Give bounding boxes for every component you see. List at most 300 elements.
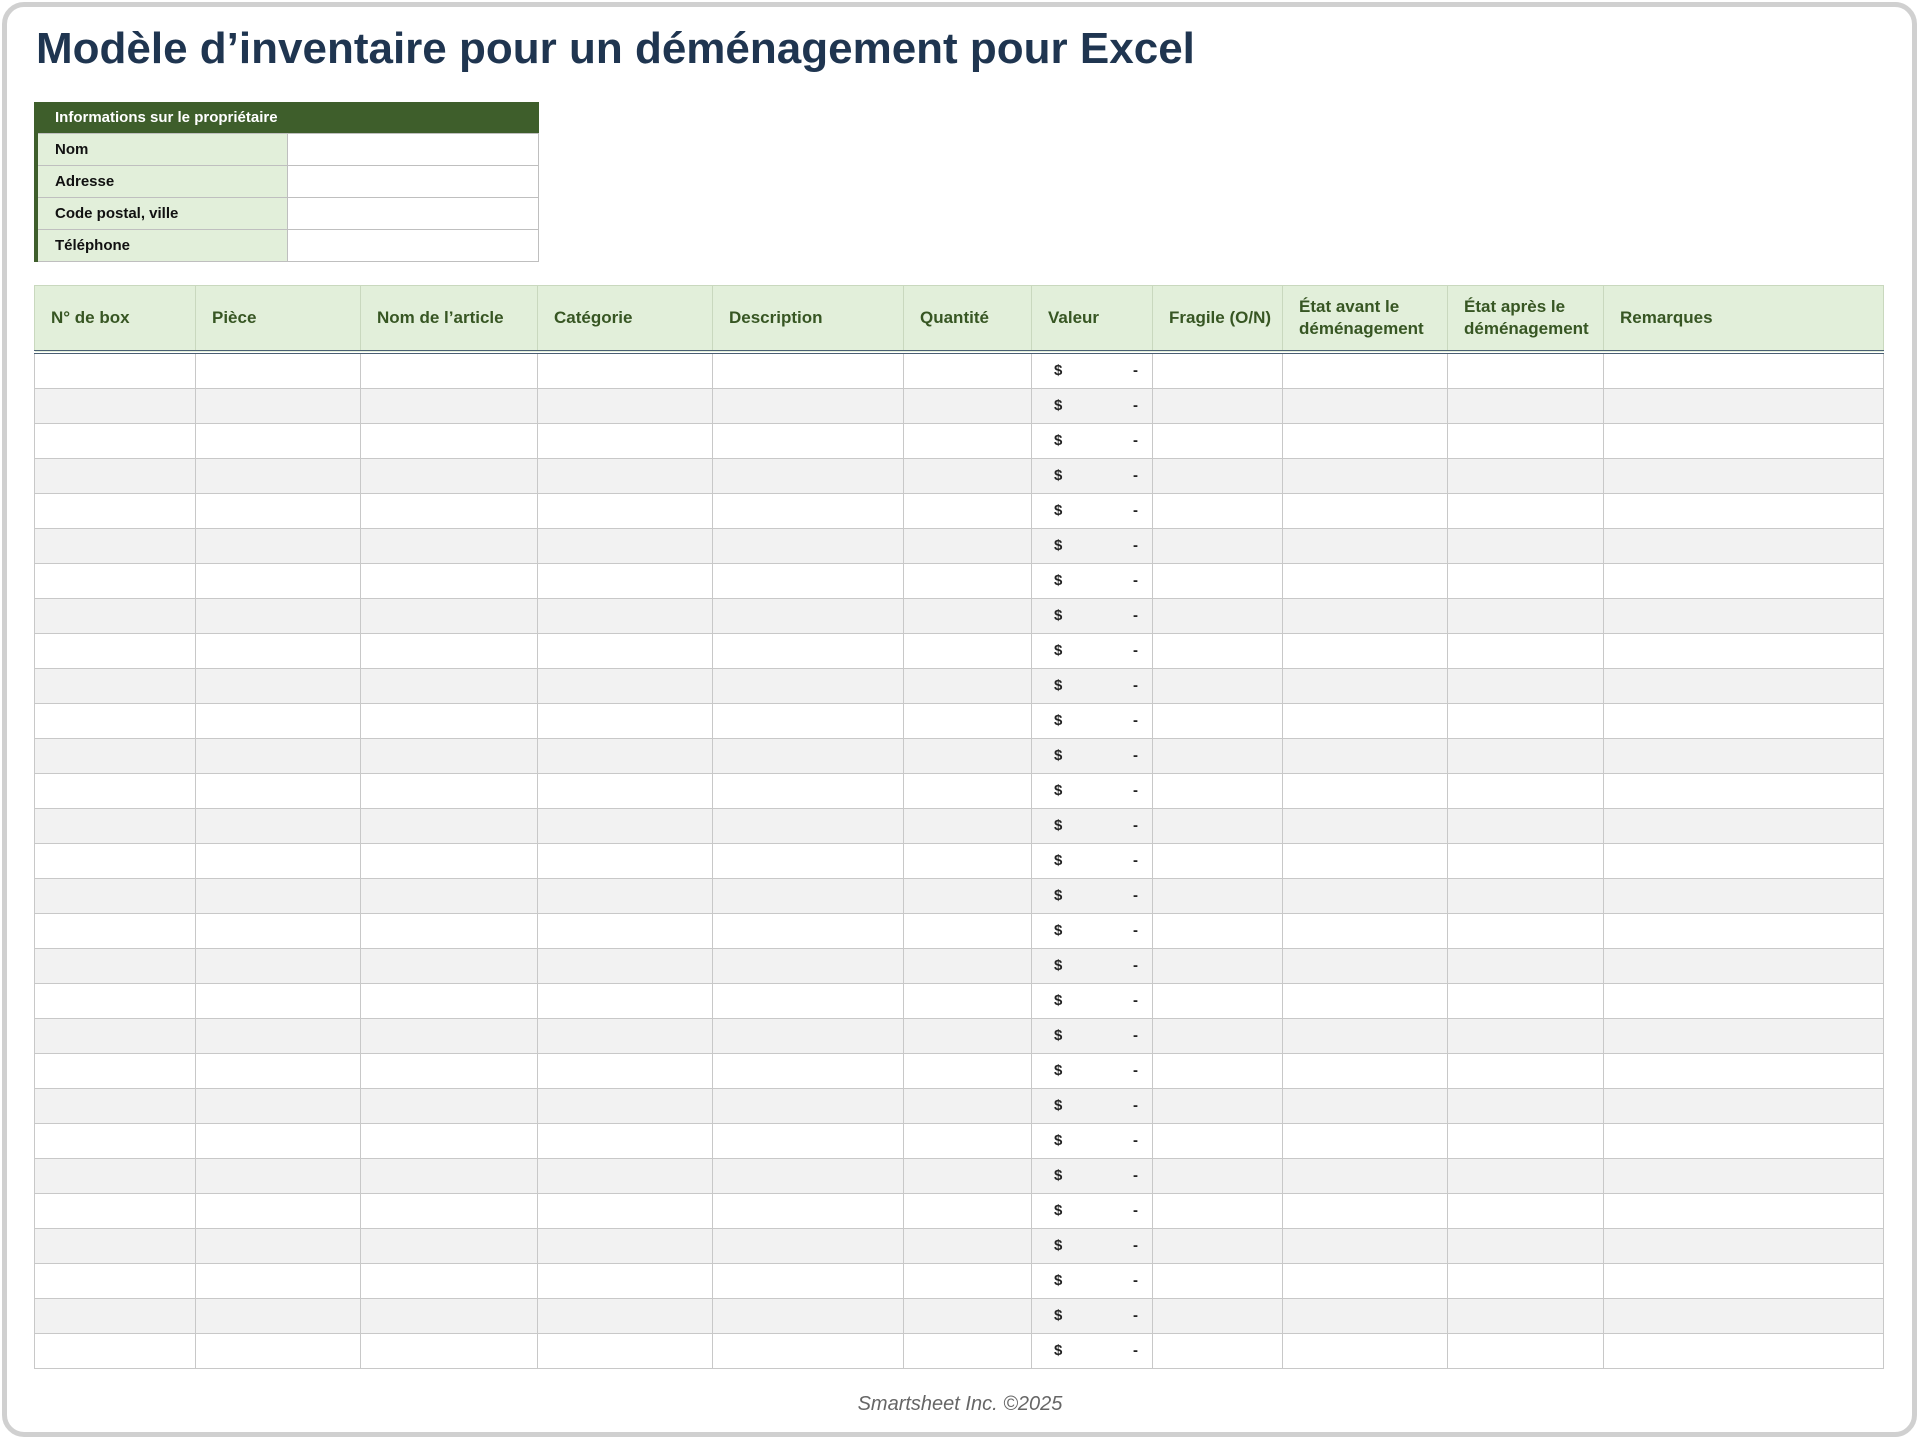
- cell-remarks[interactable]: [1604, 494, 1884, 529]
- cell-value[interactable]: [1032, 669, 1153, 704]
- cell-description[interactable]: [713, 1124, 904, 1159]
- cell-quantity[interactable]: [904, 1159, 1032, 1194]
- cell-category[interactable]: [538, 844, 713, 879]
- cell-remarks[interactable]: [1604, 529, 1884, 564]
- cell-item-name[interactable]: [361, 352, 538, 389]
- cell-quantity[interactable]: [904, 1019, 1032, 1054]
- cell-item-name[interactable]: [361, 739, 538, 774]
- cell-fragile[interactable]: [1153, 1194, 1283, 1229]
- cell-value[interactable]: [1032, 564, 1153, 599]
- cell-category[interactable]: [538, 529, 713, 564]
- cell-fragile[interactable]: [1153, 1019, 1283, 1054]
- cell-condition-after[interactable]: [1448, 1159, 1604, 1194]
- cell-item-name[interactable]: [361, 424, 538, 459]
- cell-condition-before[interactable]: [1283, 774, 1448, 809]
- owner-phone-field[interactable]: [287, 230, 538, 262]
- cell-quantity[interactable]: [904, 1299, 1032, 1334]
- cell-quantity[interactable]: [904, 352, 1032, 389]
- cell-remarks[interactable]: [1604, 424, 1884, 459]
- cell-fragile[interactable]: [1153, 1054, 1283, 1089]
- cell-category[interactable]: [538, 1089, 713, 1124]
- cell-value[interactable]: [1032, 1334, 1153, 1369]
- cell-condition-before[interactable]: [1283, 564, 1448, 599]
- cell-room[interactable]: [196, 1159, 361, 1194]
- cell-condition-after[interactable]: [1448, 459, 1604, 494]
- cell-description[interactable]: [713, 879, 904, 914]
- cell-quantity[interactable]: [904, 844, 1032, 879]
- cell-fragile[interactable]: [1153, 1124, 1283, 1159]
- cell-value[interactable]: [1032, 739, 1153, 774]
- cell-category[interactable]: [538, 459, 713, 494]
- cell-fragile[interactable]: [1153, 949, 1283, 984]
- cell-remarks[interactable]: [1604, 634, 1884, 669]
- cell-item-name[interactable]: [361, 1229, 538, 1264]
- cell-condition-after[interactable]: [1448, 352, 1604, 389]
- cell-remarks[interactable]: [1604, 809, 1884, 844]
- cell-value[interactable]: [1032, 1299, 1153, 1334]
- cell-box-number[interactable]: [35, 389, 196, 424]
- cell-condition-after[interactable]: [1448, 1124, 1604, 1159]
- cell-condition-after[interactable]: [1448, 424, 1604, 459]
- cell-condition-before[interactable]: [1283, 634, 1448, 669]
- cell-fragile[interactable]: [1153, 634, 1283, 669]
- cell-fragile[interactable]: [1153, 704, 1283, 739]
- cell-room[interactable]: [196, 1194, 361, 1229]
- cell-box-number[interactable]: [35, 984, 196, 1019]
- cell-fragile[interactable]: [1153, 1229, 1283, 1264]
- cell-remarks[interactable]: [1604, 389, 1884, 424]
- cell-item-name[interactable]: [361, 949, 538, 984]
- cell-condition-before[interactable]: [1283, 1264, 1448, 1299]
- cell-category[interactable]: [538, 634, 713, 669]
- cell-item-name[interactable]: [361, 564, 538, 599]
- cell-condition-after[interactable]: [1448, 1334, 1604, 1369]
- cell-value[interactable]: [1032, 1054, 1153, 1089]
- cell-category[interactable]: [538, 1019, 713, 1054]
- cell-box-number[interactable]: [35, 879, 196, 914]
- cell-condition-before[interactable]: [1283, 914, 1448, 949]
- cell-remarks[interactable]: [1604, 844, 1884, 879]
- cell-item-name[interactable]: [361, 1159, 538, 1194]
- cell-box-number[interactable]: [35, 599, 196, 634]
- cell-condition-after[interactable]: [1448, 984, 1604, 1019]
- cell-quantity[interactable]: [904, 1054, 1032, 1089]
- cell-description[interactable]: [713, 352, 904, 389]
- cell-condition-before[interactable]: [1283, 352, 1448, 389]
- cell-value[interactable]: [1032, 634, 1153, 669]
- cell-condition-after[interactable]: [1448, 739, 1604, 774]
- cell-description[interactable]: [713, 739, 904, 774]
- cell-room[interactable]: [196, 879, 361, 914]
- cell-remarks[interactable]: [1604, 949, 1884, 984]
- cell-room[interactable]: [196, 529, 361, 564]
- cell-condition-after[interactable]: [1448, 774, 1604, 809]
- cell-room[interactable]: [196, 564, 361, 599]
- cell-remarks[interactable]: [1604, 879, 1884, 914]
- cell-description[interactable]: [713, 1299, 904, 1334]
- cell-category[interactable]: [538, 599, 713, 634]
- cell-condition-after[interactable]: [1448, 914, 1604, 949]
- cell-quantity[interactable]: [904, 424, 1032, 459]
- cell-remarks[interactable]: [1604, 984, 1884, 1019]
- cell-room[interactable]: [196, 949, 361, 984]
- cell-box-number[interactable]: [35, 1019, 196, 1054]
- cell-value[interactable]: [1032, 1019, 1153, 1054]
- cell-description[interactable]: [713, 1194, 904, 1229]
- cell-item-name[interactable]: [361, 1124, 538, 1159]
- cell-condition-before[interactable]: [1283, 1124, 1448, 1159]
- cell-condition-after[interactable]: [1448, 1194, 1604, 1229]
- cell-box-number[interactable]: [35, 1089, 196, 1124]
- cell-category[interactable]: [538, 1124, 713, 1159]
- cell-quantity[interactable]: [904, 599, 1032, 634]
- cell-category[interactable]: [538, 1159, 713, 1194]
- cell-room[interactable]: [196, 914, 361, 949]
- cell-fragile[interactable]: [1153, 1264, 1283, 1299]
- cell-item-name[interactable]: [361, 809, 538, 844]
- cell-condition-after[interactable]: [1448, 389, 1604, 424]
- cell-quantity[interactable]: [904, 704, 1032, 739]
- cell-condition-after[interactable]: [1448, 704, 1604, 739]
- cell-box-number[interactable]: [35, 424, 196, 459]
- cell-room[interactable]: [196, 1089, 361, 1124]
- cell-room[interactable]: [196, 809, 361, 844]
- cell-item-name[interactable]: [361, 1019, 538, 1054]
- cell-box-number[interactable]: [35, 949, 196, 984]
- cell-box-number[interactable]: [35, 459, 196, 494]
- cell-category[interactable]: [538, 352, 713, 389]
- cell-quantity[interactable]: [904, 879, 1032, 914]
- cell-item-name[interactable]: [361, 529, 538, 564]
- cell-condition-before[interactable]: [1283, 669, 1448, 704]
- cell-box-number[interactable]: [35, 669, 196, 704]
- cell-remarks[interactable]: [1604, 459, 1884, 494]
- cell-category[interactable]: [538, 1264, 713, 1299]
- cell-item-name[interactable]: [361, 879, 538, 914]
- cell-item-name[interactable]: [361, 1089, 538, 1124]
- cell-room[interactable]: [196, 844, 361, 879]
- cell-condition-after[interactable]: [1448, 634, 1604, 669]
- cell-quantity[interactable]: [904, 459, 1032, 494]
- cell-fragile[interactable]: [1153, 564, 1283, 599]
- cell-category[interactable]: [538, 984, 713, 1019]
- cell-condition-before[interactable]: [1283, 1159, 1448, 1194]
- cell-room[interactable]: [196, 599, 361, 634]
- cell-box-number[interactable]: [35, 529, 196, 564]
- cell-condition-before[interactable]: [1283, 389, 1448, 424]
- cell-box-number[interactable]: [35, 809, 196, 844]
- cell-value[interactable]: [1032, 1159, 1153, 1194]
- cell-room[interactable]: [196, 1264, 361, 1299]
- cell-remarks[interactable]: [1604, 599, 1884, 634]
- cell-description[interactable]: [713, 949, 904, 984]
- cell-condition-after[interactable]: [1448, 809, 1604, 844]
- owner-postal-city-field[interactable]: [287, 198, 538, 230]
- cell-remarks[interactable]: [1604, 669, 1884, 704]
- cell-remarks[interactable]: [1604, 1264, 1884, 1299]
- cell-condition-after[interactable]: [1448, 1299, 1604, 1334]
- cell-quantity[interactable]: [904, 809, 1032, 844]
- cell-description[interactable]: [713, 599, 904, 634]
- cell-box-number[interactable]: [35, 739, 196, 774]
- cell-box-number[interactable]: [35, 774, 196, 809]
- cell-item-name[interactable]: [361, 1299, 538, 1334]
- cell-condition-after[interactable]: [1448, 949, 1604, 984]
- cell-condition-after[interactable]: [1448, 879, 1604, 914]
- cell-fragile[interactable]: [1153, 599, 1283, 634]
- cell-quantity[interactable]: [904, 774, 1032, 809]
- cell-fragile[interactable]: [1153, 352, 1283, 389]
- cell-condition-after[interactable]: [1448, 1264, 1604, 1299]
- cell-remarks[interactable]: [1604, 352, 1884, 389]
- cell-item-name[interactable]: [361, 704, 538, 739]
- cell-category[interactable]: [538, 704, 713, 739]
- cell-fragile[interactable]: [1153, 914, 1283, 949]
- cell-description[interactable]: [713, 424, 904, 459]
- cell-description[interactable]: [713, 564, 904, 599]
- cell-item-name[interactable]: [361, 844, 538, 879]
- cell-room[interactable]: [196, 352, 361, 389]
- cell-value[interactable]: [1032, 1194, 1153, 1229]
- cell-condition-before[interactable]: [1283, 459, 1448, 494]
- cell-fragile[interactable]: [1153, 669, 1283, 704]
- cell-condition-before[interactable]: [1283, 1299, 1448, 1334]
- cell-description[interactable]: [713, 494, 904, 529]
- cell-box-number[interactable]: [35, 1264, 196, 1299]
- cell-quantity[interactable]: [904, 389, 1032, 424]
- cell-fragile[interactable]: [1153, 809, 1283, 844]
- cell-fragile[interactable]: [1153, 739, 1283, 774]
- cell-fragile[interactable]: [1153, 424, 1283, 459]
- cell-condition-before[interactable]: [1283, 739, 1448, 774]
- cell-quantity[interactable]: [904, 1124, 1032, 1159]
- cell-remarks[interactable]: [1604, 914, 1884, 949]
- cell-description[interactable]: [713, 389, 904, 424]
- cell-box-number[interactable]: [35, 634, 196, 669]
- cell-box-number[interactable]: [35, 844, 196, 879]
- cell-value[interactable]: [1032, 774, 1153, 809]
- cell-room[interactable]: [196, 704, 361, 739]
- cell-category[interactable]: [538, 809, 713, 844]
- cell-room[interactable]: [196, 1229, 361, 1264]
- cell-quantity[interactable]: [904, 1229, 1032, 1264]
- cell-value[interactable]: [1032, 809, 1153, 844]
- cell-condition-after[interactable]: [1448, 844, 1604, 879]
- cell-remarks[interactable]: [1604, 1159, 1884, 1194]
- cell-condition-before[interactable]: [1283, 809, 1448, 844]
- cell-quantity[interactable]: [904, 634, 1032, 669]
- cell-category[interactable]: [538, 1194, 713, 1229]
- cell-category[interactable]: [538, 739, 713, 774]
- cell-room[interactable]: [196, 494, 361, 529]
- cell-value[interactable]: [1032, 1089, 1153, 1124]
- cell-box-number[interactable]: [35, 494, 196, 529]
- cell-remarks[interactable]: [1604, 704, 1884, 739]
- owner-name-field[interactable]: [287, 134, 538, 166]
- cell-condition-after[interactable]: [1448, 564, 1604, 599]
- cell-category[interactable]: [538, 424, 713, 459]
- cell-item-name[interactable]: [361, 599, 538, 634]
- cell-box-number[interactable]: [35, 1054, 196, 1089]
- cell-remarks[interactable]: [1604, 1089, 1884, 1124]
- cell-description[interactable]: [713, 914, 904, 949]
- cell-description[interactable]: [713, 1159, 904, 1194]
- cell-condition-before[interactable]: [1283, 879, 1448, 914]
- cell-value[interactable]: [1032, 1229, 1153, 1264]
- cell-room[interactable]: [196, 1054, 361, 1089]
- cell-quantity[interactable]: [904, 949, 1032, 984]
- cell-box-number[interactable]: [35, 1229, 196, 1264]
- cell-value[interactable]: [1032, 879, 1153, 914]
- cell-box-number[interactable]: [35, 1194, 196, 1229]
- cell-description[interactable]: [713, 984, 904, 1019]
- cell-fragile[interactable]: [1153, 844, 1283, 879]
- cell-condition-before[interactable]: [1283, 704, 1448, 739]
- cell-box-number[interactable]: [35, 1334, 196, 1369]
- cell-value[interactable]: [1032, 984, 1153, 1019]
- cell-room[interactable]: [196, 774, 361, 809]
- cell-room[interactable]: [196, 739, 361, 774]
- cell-category[interactable]: [538, 1299, 713, 1334]
- cell-room[interactable]: [196, 424, 361, 459]
- cell-fragile[interactable]: [1153, 389, 1283, 424]
- cell-room[interactable]: [196, 669, 361, 704]
- cell-condition-before[interactable]: [1283, 984, 1448, 1019]
- cell-value[interactable]: [1032, 1264, 1153, 1299]
- cell-description[interactable]: [713, 1229, 904, 1264]
- cell-remarks[interactable]: [1604, 1229, 1884, 1264]
- cell-category[interactable]: [538, 879, 713, 914]
- cell-value[interactable]: [1032, 1124, 1153, 1159]
- cell-condition-before[interactable]: [1283, 424, 1448, 459]
- cell-condition-after[interactable]: [1448, 1054, 1604, 1089]
- cell-condition-after[interactable]: [1448, 1089, 1604, 1124]
- cell-condition-before[interactable]: [1283, 1054, 1448, 1089]
- cell-category[interactable]: [538, 564, 713, 599]
- cell-item-name[interactable]: [361, 1264, 538, 1299]
- cell-condition-before[interactable]: [1283, 494, 1448, 529]
- cell-value[interactable]: [1032, 704, 1153, 739]
- cell-item-name[interactable]: [361, 774, 538, 809]
- cell-fragile[interactable]: [1153, 459, 1283, 494]
- cell-remarks[interactable]: [1604, 774, 1884, 809]
- cell-box-number[interactable]: [35, 352, 196, 389]
- cell-fragile[interactable]: [1153, 774, 1283, 809]
- cell-remarks[interactable]: [1604, 1194, 1884, 1229]
- cell-condition-before[interactable]: [1283, 1334, 1448, 1369]
- cell-box-number[interactable]: [35, 1159, 196, 1194]
- cell-value[interactable]: [1032, 914, 1153, 949]
- cell-remarks[interactable]: [1604, 1054, 1884, 1089]
- cell-box-number[interactable]: [35, 914, 196, 949]
- cell-category[interactable]: [538, 389, 713, 424]
- cell-category[interactable]: [538, 774, 713, 809]
- cell-remarks[interactable]: [1604, 1299, 1884, 1334]
- cell-category[interactable]: [538, 949, 713, 984]
- cell-condition-before[interactable]: [1283, 1089, 1448, 1124]
- cell-quantity[interactable]: [904, 1264, 1032, 1299]
- cell-item-name[interactable]: [361, 914, 538, 949]
- cell-box-number[interactable]: [35, 564, 196, 599]
- cell-description[interactable]: [713, 774, 904, 809]
- cell-condition-after[interactable]: [1448, 1229, 1604, 1264]
- cell-fragile[interactable]: [1153, 1159, 1283, 1194]
- cell-quantity[interactable]: [904, 669, 1032, 704]
- cell-item-name[interactable]: [361, 1054, 538, 1089]
- cell-room[interactable]: [196, 1334, 361, 1369]
- cell-room[interactable]: [196, 1299, 361, 1334]
- cell-item-name[interactable]: [361, 1334, 538, 1369]
- cell-description[interactable]: [713, 1054, 904, 1089]
- cell-fragile[interactable]: [1153, 1299, 1283, 1334]
- cell-condition-after[interactable]: [1448, 1019, 1604, 1054]
- cell-box-number[interactable]: [35, 704, 196, 739]
- cell-description[interactable]: [713, 634, 904, 669]
- cell-room[interactable]: [196, 1124, 361, 1159]
- cell-fragile[interactable]: [1153, 529, 1283, 564]
- cell-quantity[interactable]: [904, 739, 1032, 774]
- cell-fragile[interactable]: [1153, 879, 1283, 914]
- cell-condition-after[interactable]: [1448, 669, 1604, 704]
- cell-room[interactable]: [196, 459, 361, 494]
- cell-value[interactable]: [1032, 949, 1153, 984]
- cell-value[interactable]: [1032, 459, 1153, 494]
- cell-item-name[interactable]: [361, 634, 538, 669]
- cell-remarks[interactable]: [1604, 1019, 1884, 1054]
- cell-room[interactable]: [196, 389, 361, 424]
- cell-item-name[interactable]: [361, 459, 538, 494]
- cell-value[interactable]: [1032, 424, 1153, 459]
- cell-quantity[interactable]: [904, 984, 1032, 1019]
- cell-value[interactable]: [1032, 494, 1153, 529]
- cell-description[interactable]: [713, 1019, 904, 1054]
- cell-category[interactable]: [538, 914, 713, 949]
- cell-category[interactable]: [538, 669, 713, 704]
- cell-remarks[interactable]: [1604, 564, 1884, 599]
- cell-description[interactable]: [713, 704, 904, 739]
- cell-quantity[interactable]: [904, 564, 1032, 599]
- cell-description[interactable]: [713, 459, 904, 494]
- cell-description[interactable]: [713, 809, 904, 844]
- cell-value[interactable]: [1032, 389, 1153, 424]
- cell-fragile[interactable]: [1153, 494, 1283, 529]
- cell-condition-before[interactable]: [1283, 949, 1448, 984]
- cell-box-number[interactable]: [35, 1124, 196, 1159]
- cell-category[interactable]: [538, 1334, 713, 1369]
- cell-condition-before[interactable]: [1283, 844, 1448, 879]
- cell-remarks[interactable]: [1604, 739, 1884, 774]
- cell-value[interactable]: [1032, 599, 1153, 634]
- cell-item-name[interactable]: [361, 984, 538, 1019]
- cell-condition-before[interactable]: [1283, 1194, 1448, 1229]
- cell-room[interactable]: [196, 634, 361, 669]
- cell-description[interactable]: [713, 1089, 904, 1124]
- cell-quantity[interactable]: [904, 1334, 1032, 1369]
- cell-fragile[interactable]: [1153, 1089, 1283, 1124]
- cell-category[interactable]: [538, 1054, 713, 1089]
- cell-condition-before[interactable]: [1283, 1229, 1448, 1264]
- cell-category[interactable]: [538, 1229, 713, 1264]
- cell-fragile[interactable]: [1153, 984, 1283, 1019]
- cell-description[interactable]: [713, 669, 904, 704]
- cell-condition-after[interactable]: [1448, 494, 1604, 529]
- cell-remarks[interactable]: [1604, 1124, 1884, 1159]
- cell-category[interactable]: [538, 494, 713, 529]
- cell-condition-before[interactable]: [1283, 529, 1448, 564]
- owner-address-field[interactable]: [287, 166, 538, 198]
- cell-description[interactable]: [713, 529, 904, 564]
- cell-value[interactable]: [1032, 352, 1153, 389]
